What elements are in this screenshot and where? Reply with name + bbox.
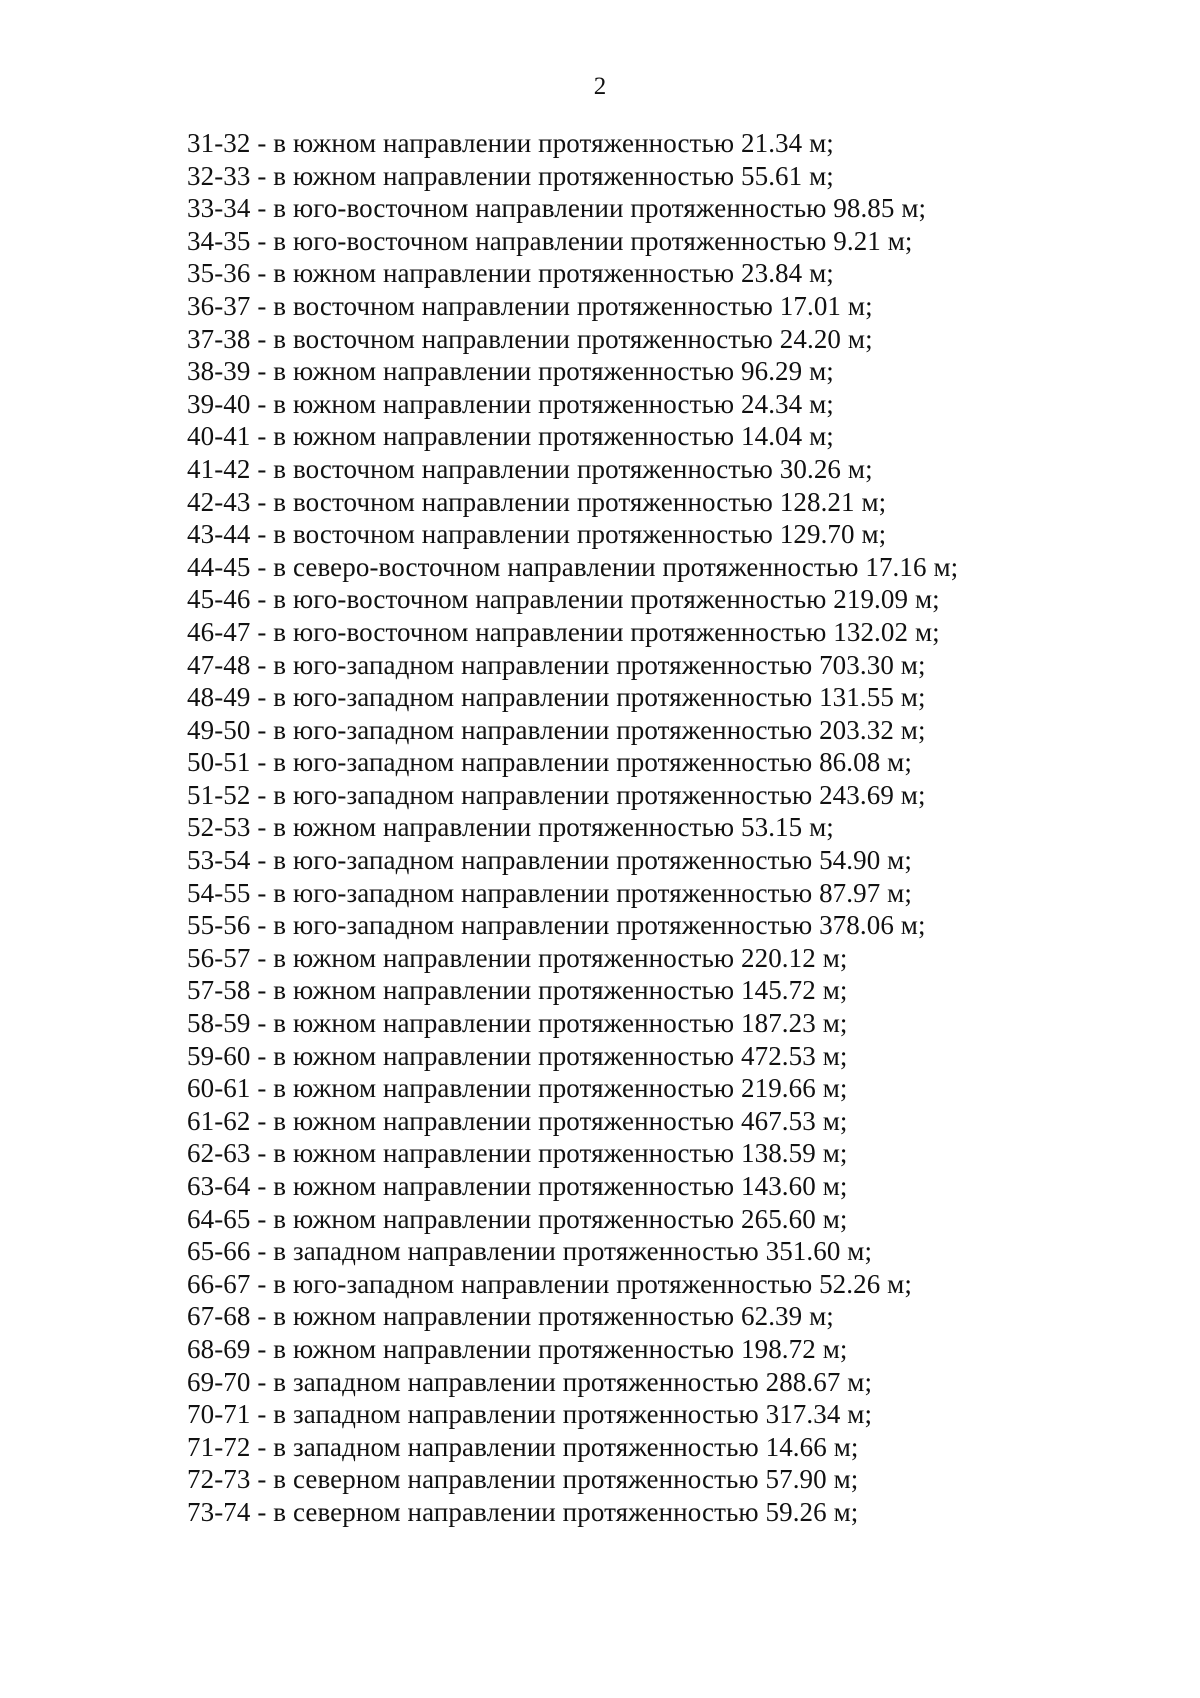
list-item: 39-40 - в южном направлении протяженностью 24.34 м; [187, 388, 834, 419]
list-item: 65-66 - в западном направлении протяженностью 351.60 м; [187, 1236, 873, 1267]
list-item: 46-47 - в юго-восточном направлении протяженностью 132.02 м; [187, 616, 940, 647]
list-item: 63-64 - в южном направлении протяженностью 143.60 м; [187, 1171, 848, 1201]
list-item: 43-44 - в восточном направлении протяженностью 129.70 м; [187, 519, 887, 550]
list-item: 47-48 - в юго-западном направлении протяженностью 703.30 м; [187, 649, 926, 680]
list-item: 41-42 - в восточном направлении протяженностью 30.26 м; [187, 453, 873, 484]
list-item: 57-58 - в южном направлении протяженностью 145.72 м; [187, 975, 848, 1006]
list-item: 38-39 - в южном направлении протяженностью 96.29 м; [187, 356, 834, 387]
list-item: 35-36 - в южном направлении протяженностью 23.84 м; [187, 258, 834, 289]
list-item: 34-35 - в юго-восточном направлении протяженностью 9.21 м; [187, 225, 913, 256]
list-item: 32-33 - в южном направлении протяженностью 55.61 м; [187, 160, 834, 191]
list-item: 49-50 - в юго-западном направлении протяженностью 203.32 м; [187, 714, 926, 745]
list-item: 42-43 - в восточном направлении протяженностью 128.21 м; [187, 486, 887, 517]
list-item: 73-74 - в северном направлении протяженностью 59.26 м; [187, 1496, 859, 1527]
list-item: 48-49 - в юго-западном направлении протяженностью 131.55 м; [187, 682, 926, 713]
list-item: 37-38 - в восточном направлении протяженностью 24.20 м; [187, 323, 873, 354]
list-item: 72-73 - в северном направлении протяженностью 57.90 м; [187, 1464, 859, 1495]
list-item: 60-61 - в южном направлении протяженностью 219.66 м; [187, 1073, 848, 1104]
list-item: 62-63 - в южном направлении протяженностью 138.59 м; [187, 1138, 848, 1169]
list-item: 69-70 - в западном направлении протяженностью 288.67 м; [187, 1366, 873, 1397]
page-number: 2 [593, 73, 607, 100]
list-item: 70-71 - в западном направлении протяженностью 317.34 м; [187, 1399, 873, 1430]
list-item: 67-68 - в южном направлении протяженностью 62.39 м; [187, 1301, 834, 1332]
boundary-segment-list [187, 127, 1147, 1529]
list-item: 50-51 - в юго-западном направлении протяженностью 86.08 м; [187, 747, 912, 778]
list-item: 55-56 - в юго-западном направлении протяженностью 378.06 м; [187, 910, 926, 941]
list-item: 54-55 - в юго-западном направлении протяженностью 87.97 м; [187, 877, 912, 908]
list-item: 71-72 - в западном направлении протяженностью 14.66 м; [187, 1431, 859, 1462]
list-item: 33-34 - в юго-восточном направлении протяженностью 98.85 м; [187, 193, 927, 224]
list-item: 58-59 - в южном направлении протяженностью 187.23 м; [187, 1008, 848, 1039]
list-item: 36-37 - в восточном направлении протяженностью 17.01 м; [187, 290, 873, 321]
list-item: 61-62 - в южном направлении протяженностью 467.53 м; [187, 1105, 848, 1136]
list-item: 52-53 - в южном направлении протяженностью 53.15 м; [187, 812, 834, 843]
list-item: 68-69 - в южном направлении протяженностью 198.72 м; [187, 1333, 848, 1364]
list-item: 64-65 - в южном направлении протяженностью 265.60 м; [187, 1203, 848, 1234]
list-item: 40-41 - в южном направлении протяженностью 14.04 м; [187, 421, 834, 452]
list-item: 45-46 - в юго-восточном направлении протяженностью 219.09 м; [187, 584, 940, 615]
list-item: 31-32 - в южном направлении протяженностью 21.34 м; [187, 128, 834, 158]
list-item: 44-45 - в северо-восточном направлении протяженностью 17.16 м; [187, 551, 959, 582]
list-item: 51-52 - в юго-западном направлении протяженностью 243.69 м; [187, 779, 926, 810]
list-item: 66-67 - в юго-западном направлении протяженностью 52.26 м; [187, 1268, 912, 1299]
list-item: 53-54 - в юго-западном направлении протяженностью 54.90 м; [187, 845, 912, 876]
list-item: 56-57 - в южном направлении протяженностью 220.12 м; [187, 942, 848, 973]
list-item: 59-60 - в южном направлении протяженностью 472.53 м; [187, 1040, 848, 1071]
